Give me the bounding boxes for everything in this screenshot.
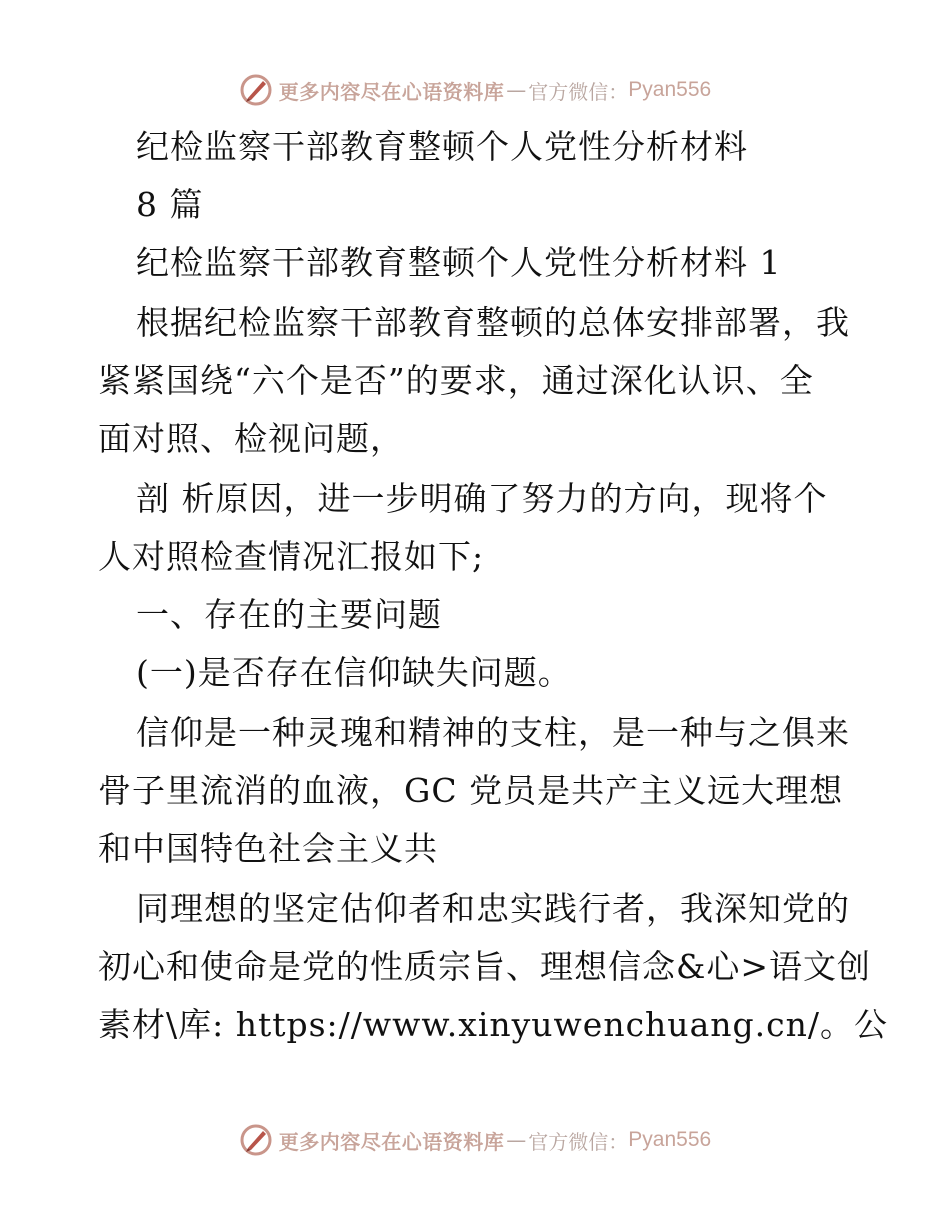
subheading-faith: (一)是否存在信仰缺失问题。	[136, 653, 572, 692]
body-line: 剖 析原因，进一步明确了努力的方向，现将个	[136, 479, 828, 518]
banner-separator: —	[506, 1128, 527, 1152]
banner-wechat-label: 官方微信：	[528, 79, 629, 104]
banner-separator: —	[506, 78, 527, 102]
quill-logo-icon	[239, 73, 273, 107]
body-line: 信仰是一种灵瑰和精神的支柱，是一种与之俱来	[136, 713, 850, 752]
banner-wechat-label: 官方微信：	[528, 1129, 629, 1154]
watermark-banner-bottom	[0, 1120, 950, 1160]
quill-logo-icon	[239, 1123, 273, 1157]
banner-text: 更多内容尽在心语资料库	[278, 79, 505, 104]
body-line: 根据纪检监察干部教育整顿的总体安排部署，我	[136, 303, 850, 342]
body-line: 紧紧国绕“六个是否”的要求，通过深化认识、全	[98, 361, 814, 400]
document-title-line-1: 纪检监察干部教育整顿个人党性分析材料	[136, 127, 748, 166]
subheading-problems: 一、存在的主要问题	[136, 595, 442, 634]
body-line: 和中国特色社会主义共	[98, 829, 438, 868]
document-title-line-2: 8 篇	[136, 185, 204, 224]
section-heading: 纪检监察干部教育整顿个人党性分析材料 1	[136, 243, 782, 282]
body-line: 骨子里流消的血液，GC 党员是共产主义远大理想	[98, 771, 844, 810]
body-line: 人对照检查情况汇报如下;	[98, 537, 485, 576]
body-line: 同理想的坚定估仰者和忠实践行者，我深知党的	[136, 889, 850, 928]
body-line: 面对照、检视问题，	[98, 419, 404, 458]
banner-wechat-id: Pyan556	[628, 1128, 712, 1151]
watermark-banner-top	[0, 70, 950, 110]
body-line: 素材\库: https://www.xinyuwenchuang.cn/。公	[98, 1005, 888, 1044]
banner-text: 更多内容尽在心语资料库	[278, 1129, 505, 1154]
banner-wechat-id: Pyan556	[628, 78, 712, 101]
body-line: 初心和使命是党的性质宗旨、理想信念&心>语文创	[98, 947, 872, 986]
